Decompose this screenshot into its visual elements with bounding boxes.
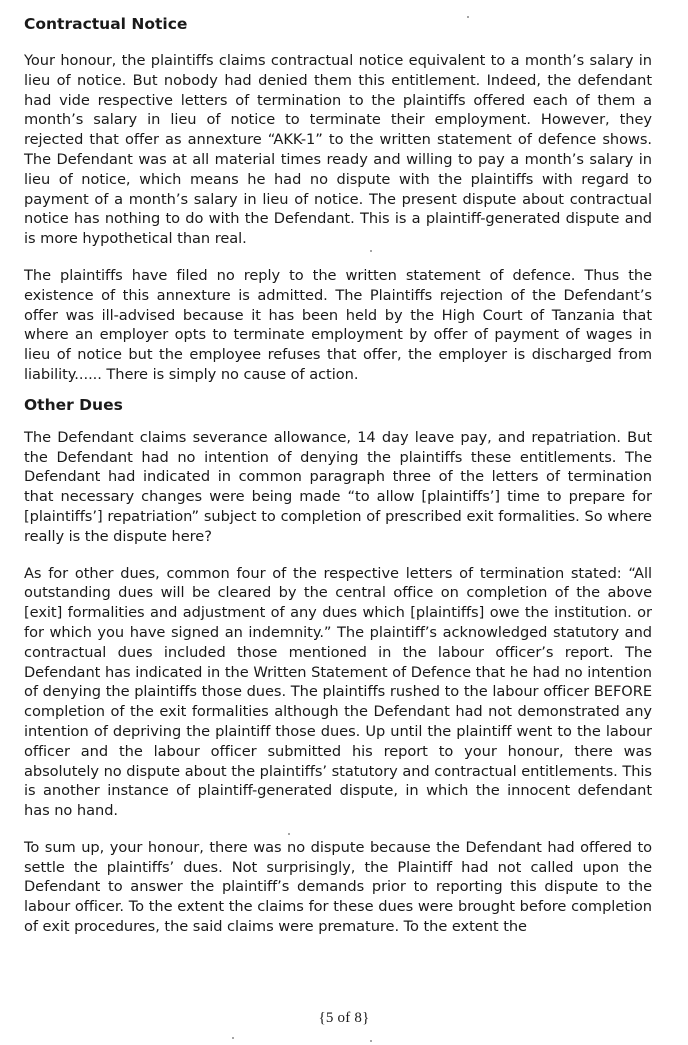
paragraph-other-dues-2: As for other dues, common four of the respective letters of termination stated: “All outstanding dues will be cleared by the central office on completion of the above [exit] formalities and adjustment of any dues which [plaintiffs] owe the institution. or for which you have signed an indemnity.” The plaintiff’s acknowledged statutory and contractual dues included those mentioned in the labour officer’s report. The Defendant has indicated in the Written Statement of Defence that he had no intention of denying the plaintiffs those dues. The plaintiffs rushed to the labour officer BEFORE completion of the exit formalities although the Defendant had not demonstrated any intention of depriving the plaintiff those dues. Up until the plaintiff went to the labour officer and the labour officer submitted his report to your honour, there was absolutely no dispute about the plaintiffs’ statutory and contractual entitlements. This is another instance of plaintiff-generated dispute, in which the innocent defendant has no hand. — [24, 564, 652, 820]
scan-speck — [370, 250, 372, 252]
scan-speck — [288, 833, 290, 835]
document-body — [24, 14, 652, 954]
paragraph-other-dues-3: To sum up, your honour, there was no dispute because the Defendant had offered to settle the plaintiffs’ dues. Not surprisingly, the Plaintiff had not called upon the Defendant to answer the plaintiff’s demands prior to reporting this dispute to the labour officer. To the extent the claims for these dues were brought before completion of exit procedures, the said claims were premature. To the extent the — [24, 838, 652, 936]
scan-speck — [232, 1037, 234, 1039]
paragraph-other-dues-1: The Defendant claims severance allowance, 14 day leave pay, and repatriation. But the Defendant had no intention of denying the plaintiffs these entitlements. The Defendant had indicated in common paragraph three of the letters of termination that necessary changes were being made “to allow [plaintiffs’] time to prepare for [plaintiffs’] repatriation” subject to completion of prescribed exit formalities. So where really is the dispute here? — [24, 428, 652, 545]
page-number: {5 of 8} — [318, 1010, 370, 1026]
paragraph-contractual-notice-1: Your honour, the plaintiffs claims contractual notice equivalent to a month’s salary in lieu of notice. But nobody had denied them this entitlement. Indeed, the defendant had vide respective letters of termination to the plaintiffs offered each of them a month’s salary in lieu of notice to terminate their employment. However, they rejected that offer as annexture “AKK-1” to the written statement of defence shows. The Defendant was at all material times ready and willing to pay a month’s salary in lieu of notice, which means he had no dispute with the plaintiffs with regard to payment of a month’s salary in lieu of notice. The present dispute about contractual notice has nothing to do with the Defendant. This is a plaintiff-generated dispute and is more hypothetical than real. — [24, 52, 652, 248]
paragraph-contractual-notice-2: The plaintiffs have filed no reply to the written statement of defence. Thus the existence of this annexture is admitted. The Plaintiffs rejection of the Defendant’s offer was ill-advised because it has been held by the High Court of Tanzania that where an employer opts to terminate employment by offer of payment of wages in lieu of notice but the employee refuses that offer, the employer is discharged from liability...... There is simply no cause of action. — [24, 266, 652, 383]
scan-speck — [467, 16, 469, 18]
section-heading-other-dues: Other Dues — [24, 395, 123, 414]
section-heading-contractual-notice: Contractual Notice — [24, 15, 188, 33]
scan-speck — [370, 1040, 372, 1042]
